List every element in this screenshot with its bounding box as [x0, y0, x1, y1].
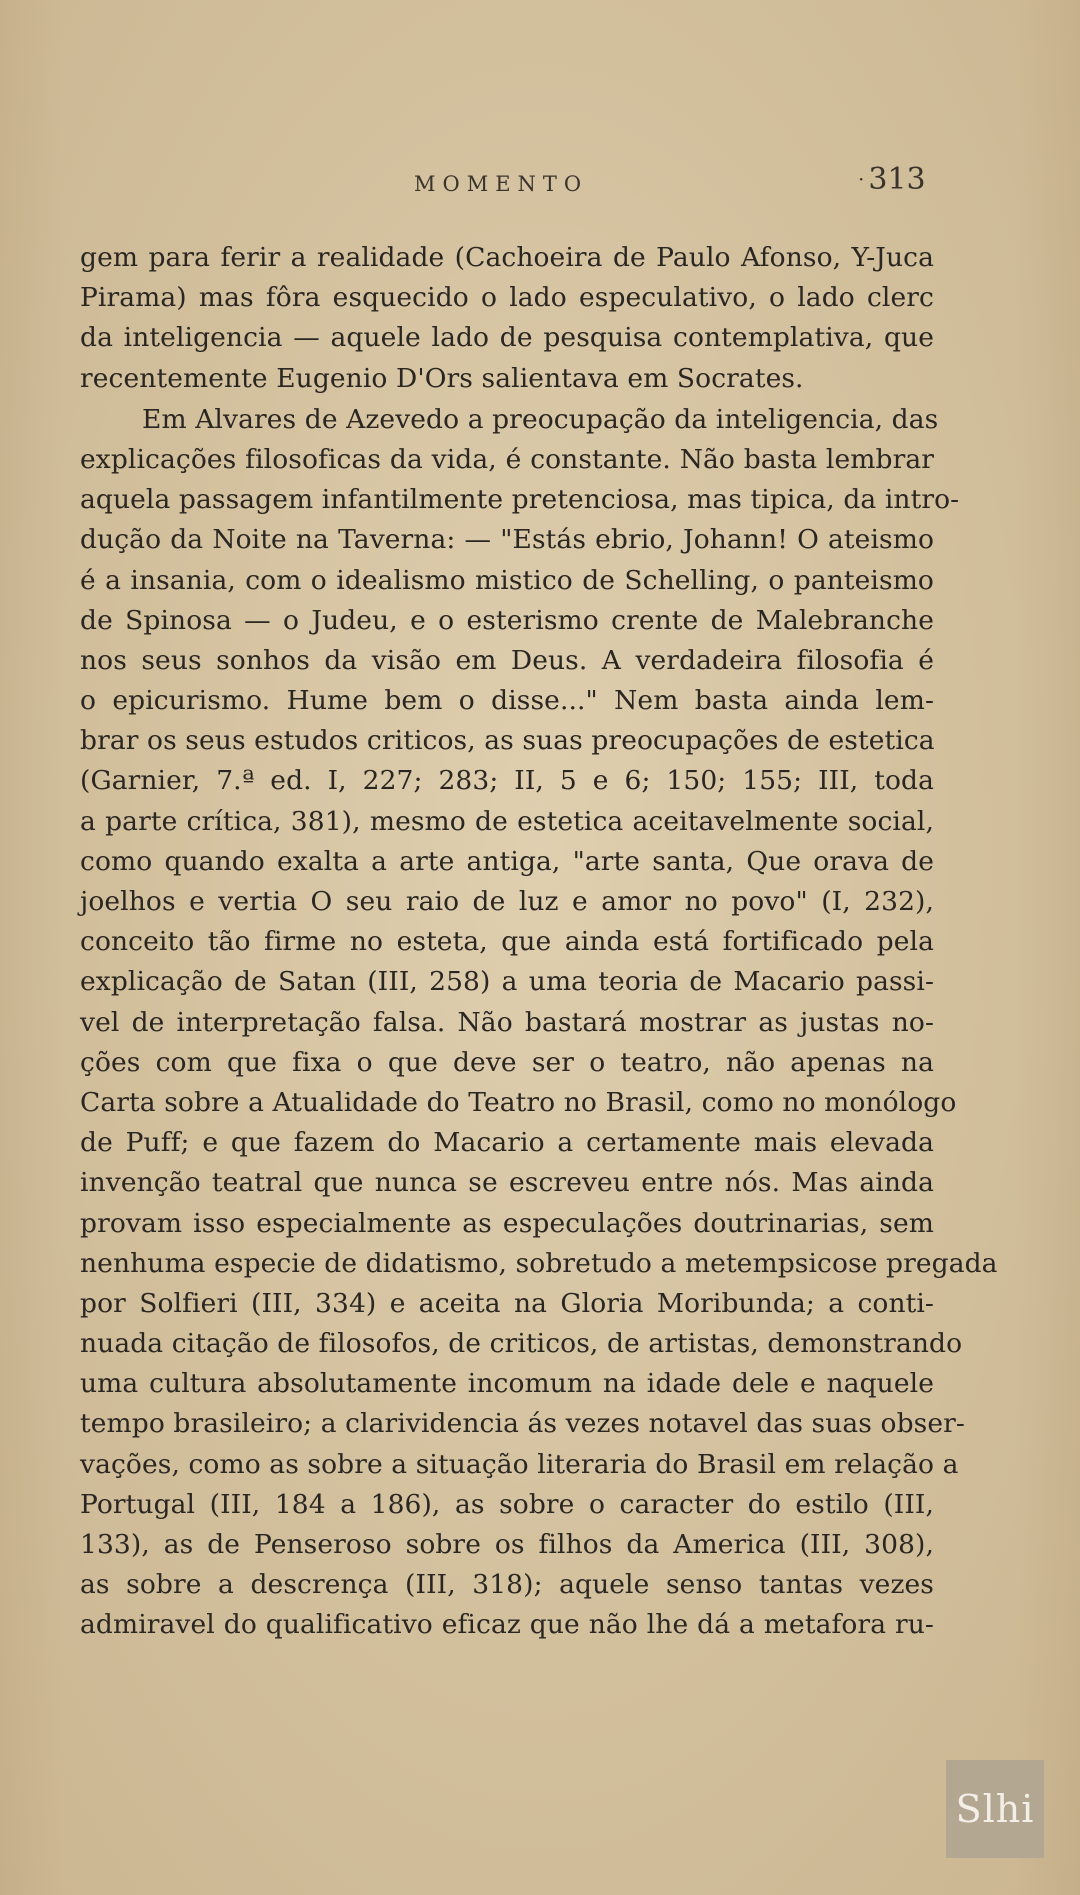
text-line: joelhos e vertia O seu raio de luz e amor no povo" (I, 232), — [80, 886, 934, 917]
text-line: invenção teatral que nunca se escreveu entre nós. Mas ainda — [80, 1167, 934, 1199]
running-title: MOMENTO — [414, 172, 589, 196]
page-number: 313 — [868, 162, 926, 197]
text-line: gem para ferir a realidade (Cachoeira de Paulo Afonso, Y-Juca — [80, 242, 934, 273]
text-line: Pirama) mas fôra esquecido o lado especulativo, o lado clerc — [80, 282, 934, 314]
text-line: nos seus sonhos da visão em Deus. A verdadeira filosofia é — [80, 644, 934, 676]
text-line: vel de interpretação falsa. Não bastará mostrar as justas no- — [80, 1006, 934, 1038]
paragraph-2 — [80, 400, 998, 1646]
text-line: por Solfieri (III, 334) e aceita na Gloria Moribunda; a conti- — [80, 1287, 934, 1319]
text-line: a parte crítica, 381), mesmo de estetica aceitavelmente social, — [80, 805, 934, 837]
library-logo: Slhi — [946, 1760, 1044, 1858]
text-line: provam isso especialmente as especulações doutrinarias, sem — [80, 1207, 934, 1239]
text-line: uma cultura absolutamente incomum na idade dele e naquele — [80, 1368, 934, 1400]
text-line: 133), as de Penseroso sobre os filhos da America (III, 308), — [80, 1529, 934, 1560]
paragraph-1 — [80, 238, 934, 399]
text-line: vações, como as sobre a situação literaria do Brasil em relação a — [80, 1448, 959, 1480]
text-line: nenhuma especie de didatismo, sobretudo a metempsicose pregada — [80, 1247, 998, 1279]
text-line: Em Alvares de Azevedo a preocupação da inteligencia, das — [142, 403, 939, 435]
body-text — [80, 238, 998, 1646]
text-line: é a insania, com o idealismo mistico de Schelling, o panteismo — [80, 564, 934, 596]
text-line: nuada citação de filosofos, de criticos, de artistas, demonstrando — [80, 1328, 963, 1360]
text-line: o epicurismo. Hume bem o disse..." Nem basta ainda lem- — [80, 685, 934, 717]
page-number-block — [858, 162, 926, 197]
text-line: de Spinosa — o Judeu, e o esterismo crente de Malebranche — [80, 604, 934, 636]
text-line: ções com que fixa o que deve ser o teatro, não apenas na — [80, 1046, 934, 1078]
text-line: brar os seus estudos criticos, as suas preocupações de estetica — [80, 725, 935, 757]
text-line: Carta sobre a Atualidade do Teatro no Brasil, como no monólogo — [80, 1086, 957, 1118]
text-line: explicações filosoficas da vida, é constante. Não basta lembrar — [80, 443, 934, 475]
text-line: Portugal (III, 184 a 186), as sobre o caracter do estilo (III, — [80, 1488, 934, 1520]
text-line: as sobre a descrença (III, 318); aquele senso tantas vezes — [80, 1569, 934, 1601]
text-line: aquela passagem infantilmente pretenciosa, mas tipica, da intro- — [80, 484, 960, 516]
text-line: explicação de Satan (III, 258) a uma teoria de Macario passi- — [80, 966, 934, 998]
text-line: recentemente Eugenio D'Ors salientava em Socrates. — [80, 362, 804, 394]
text-line: como quando exalta a arte antiga, "arte santa, Que orava de — [80, 845, 934, 877]
text-line: admiravel do qualificativo eficaz que não lhe dá a metafora ru- — [80, 1609, 934, 1641]
text-line: da inteligencia — aquele lado de pesquisa contemplativa, que — [80, 322, 934, 354]
text-line: de Puff; e que fazem do Macario a certamente mais elevada — [80, 1127, 934, 1159]
text-line: (Garnier, 7.ª ed. I, 227; 283; II, 5 e 6; 150; 155; III, toda — [80, 765, 934, 797]
text-line: tempo brasileiro; a clarividencia ás vezes notavel das suas obser- — [80, 1408, 965, 1440]
page-number-mark: · — [858, 167, 865, 191]
text-line: dução da Noite na Taverna: — "Estás ebrio, Johann! O ateismo — [80, 524, 934, 556]
text-line: conceito tão firme no esteta, que ainda está fortificado pela — [80, 926, 934, 958]
